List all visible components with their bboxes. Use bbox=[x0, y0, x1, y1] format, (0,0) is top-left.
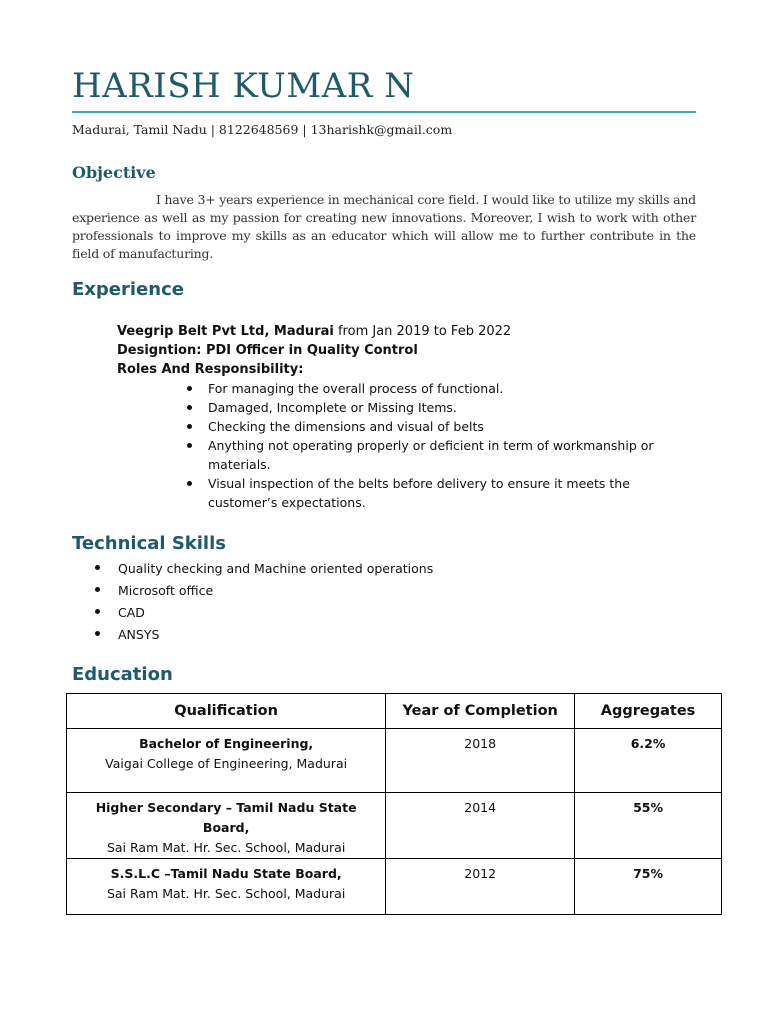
institution-name: Vaigai College of Engineering, Madurai bbox=[105, 756, 348, 771]
employment-period: from Jan 2019 to Feb 2022 bbox=[333, 324, 512, 339]
year-cell: 2014 bbox=[386, 793, 575, 859]
list-item: Anything not operating properly or deficient in term of workmanship or materials. bbox=[187, 436, 687, 474]
qualification-cell bbox=[67, 793, 386, 859]
list-item: Checking the dimensions and visual of belts bbox=[187, 417, 687, 436]
list-item: For managing the overall process of functional. bbox=[187, 379, 687, 398]
company-name: Veegrip Belt Pvt Ltd, Madurai bbox=[117, 324, 334, 339]
year-cell: 2018 bbox=[386, 729, 575, 793]
skills-list bbox=[95, 558, 433, 646]
header-divider bbox=[72, 111, 696, 113]
qualification-title: S.S.L.C –Tamil Nadu State Board, bbox=[110, 866, 342, 881]
year-cell: 2012 bbox=[386, 859, 575, 915]
column-header-qualification: Qualification bbox=[67, 694, 386, 729]
candidate-name: HARISH KUMAR N bbox=[72, 66, 415, 106]
employer-line bbox=[117, 322, 697, 341]
table-row bbox=[67, 729, 722, 793]
list-item: ANSYS bbox=[95, 624, 433, 646]
column-header-year: Year of Completion bbox=[386, 694, 575, 729]
roles-heading: Roles And Responsibility: bbox=[117, 362, 304, 377]
qualification-title: Bachelor of Engineering, bbox=[139, 736, 314, 751]
qualification-cell bbox=[67, 729, 386, 793]
aggregate-cell: 75% bbox=[575, 859, 722, 915]
objective-text: I have 3+ years experience in mechanical core field. I would like to utilize my skills and experience as well as my passion for creating new innovations. Moreover, I wish to work with other professionals to improve my skills as an educator which will allow me to further contribute in the field of manufacturing. bbox=[72, 192, 696, 261]
experience-heading: Experience bbox=[72, 279, 184, 300]
objective-heading: Objective bbox=[72, 163, 156, 182]
list-item: Visual inspection of the belts before delivery to ensure it meets the customer’s expectations. bbox=[187, 474, 687, 512]
list-item: Microsoft office bbox=[95, 580, 433, 602]
qualification-title: Higher Secondary – Tamil Nadu State Board, bbox=[95, 800, 357, 835]
responsibility-list bbox=[187, 379, 687, 512]
list-item: Damaged, Incomplete or Missing Items. bbox=[187, 398, 687, 417]
table-header-row bbox=[67, 694, 722, 729]
experience-entry bbox=[117, 322, 697, 512]
column-header-aggregates: Aggregates bbox=[575, 694, 722, 729]
aggregate-cell: 6.2% bbox=[575, 729, 722, 793]
institution-name: Sai Ram Mat. Hr. Sec. School, Madurai bbox=[106, 886, 346, 901]
contact-info: Madurai, Tamil Nadu | 8122648569 | 13harishk@gmail.com bbox=[72, 122, 453, 137]
table-row bbox=[67, 793, 722, 859]
qualification-cell bbox=[67, 859, 386, 915]
table-row bbox=[67, 859, 722, 915]
aggregate-cell: 55% bbox=[575, 793, 722, 859]
institution-name: Sai Ram Mat. Hr. Sec. School, Madurai bbox=[106, 840, 346, 855]
technical-skills-heading: Technical Skills bbox=[72, 533, 226, 554]
education-heading: Education bbox=[72, 664, 173, 685]
list-item: CAD bbox=[95, 602, 433, 624]
list-item: Quality checking and Machine oriented operations bbox=[95, 558, 433, 580]
designation: Designtion: PDI Officer in Quality Control bbox=[117, 343, 418, 358]
education-table bbox=[66, 693, 722, 915]
